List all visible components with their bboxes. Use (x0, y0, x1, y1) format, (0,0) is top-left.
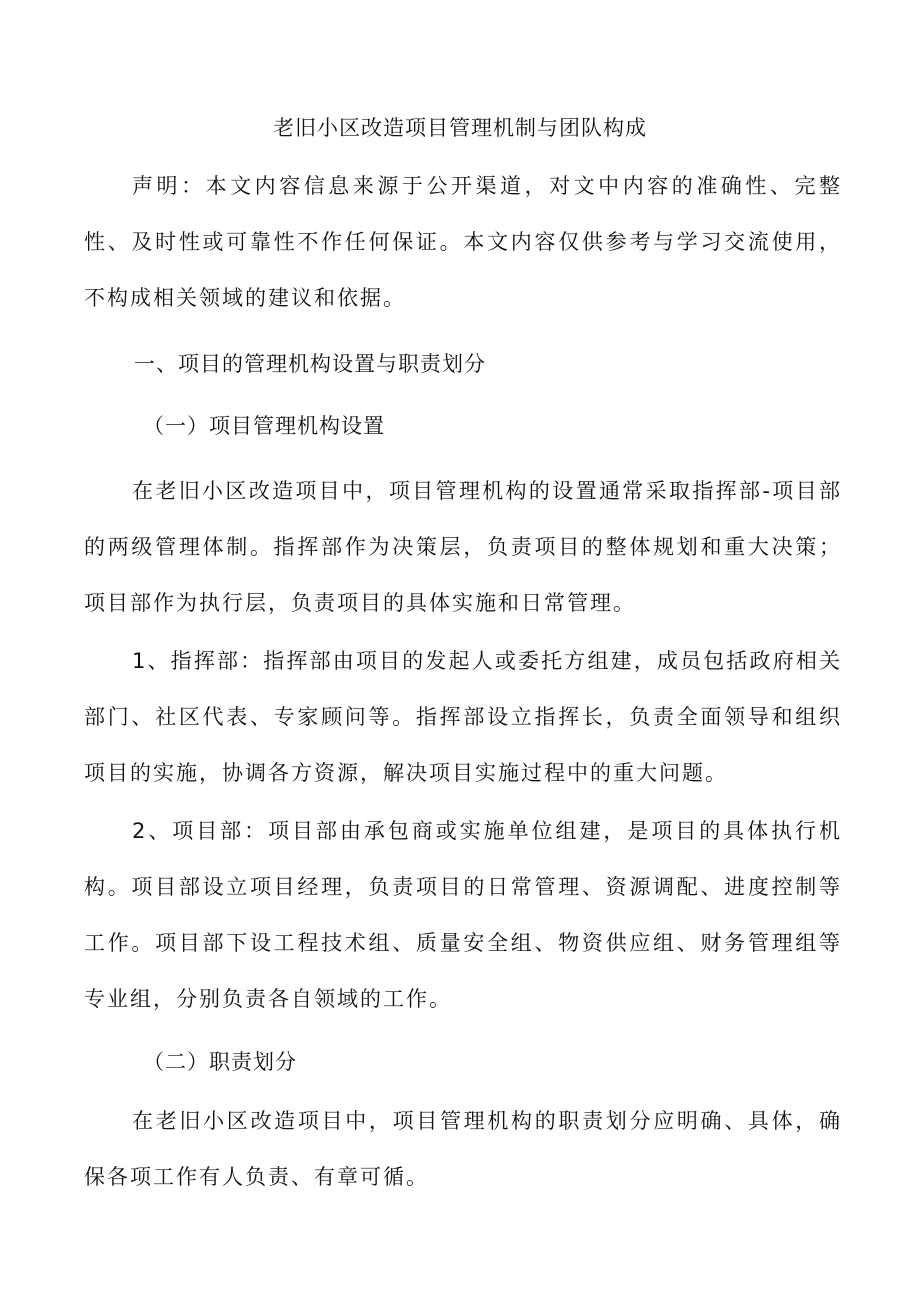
paragraph-command: 1、指挥部：指挥部由项目的发起人或委托方组建，成员包括政府相关部门、社区代表、专家顾问等。指挥部设立指挥长，负责全面领导和组织项目的实施，协调各方资源，解决项目实施过程中的重大问题。 (84, 649, 842, 785)
paragraph-duties: 在老旧小区改造项目中，项目管理机构的职责划分应明确、具体，确保各项工作有人负责、有章可循。 (84, 1109, 842, 1189)
disclaimer-paragraph: 声明：本文内容信息来源于公开渠道，对文中内容的准确性、完整性、及时性或可靠性不作任何保证。本文内容仅供参考与学习交流使用，不构成相关领域的建议和依据。 (84, 174, 842, 310)
paragraph-project-department: 2、项目部：项目部由承包商或实施单位组建，是项目的具体执行机构。项目部设立项目经理，负责项目的日常管理、资源调配、进度控制等工作。项目部下设工程技术组、质量安全组、物资供应组、财务管理组等专业组，分别负责各自领域的工作。 (84, 819, 842, 1011)
document-title: 老旧小区改造项目管理机制与团队构成 (273, 116, 647, 140)
subsection-heading-2: （二）职责划分 (143, 1050, 297, 1074)
section-heading: 一、项目的管理机构设置与职责划分 (134, 352, 486, 376)
paragraph-structure: 在老旧小区改造项目中，项目管理机构的设置通常采取指挥部-项目部的两级管理体制。指挥部作为决策层，负责项目的整体规划和重大决策；项目部作为执行层，负责项目的具体实施和日常管理。 (84, 479, 842, 615)
subsection-heading-1: （一）项目管理机构设置 (143, 414, 385, 438)
